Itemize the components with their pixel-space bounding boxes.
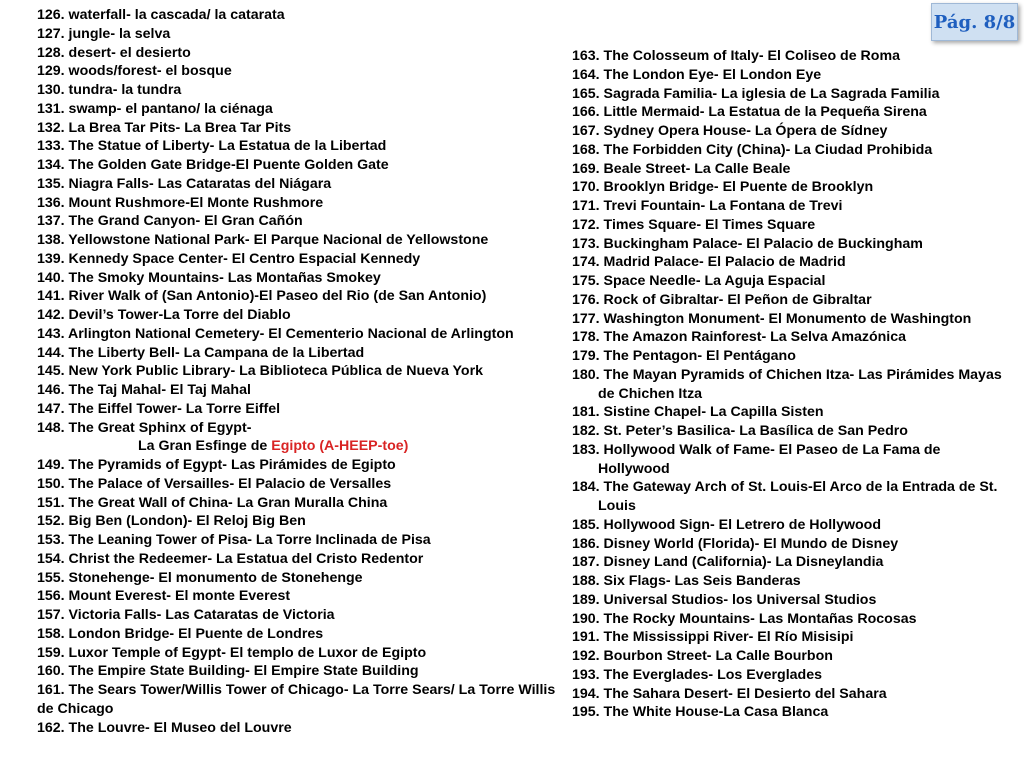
list-item: 136. Mount Rushmore-El Monte Rushmore bbox=[37, 194, 324, 211]
list-item: 143. Arlington National Cemetery- El Cementerio Nacional de Arlington bbox=[37, 325, 514, 342]
list-item: 163. The Colosseum of Italy- El Coliseo de Roma bbox=[572, 48, 900, 64]
list-item: 139. Kennedy Space Center- El Centro Espacial Kennedy bbox=[37, 250, 421, 267]
list-item: 183. Hollywood Walk of Fame- El Paseo de La Fama de Hollywood bbox=[572, 441, 941, 477]
list-item: 157. Victoria Falls- Las Cataratas de Victoria bbox=[37, 607, 335, 623]
list-item: 181. Sistine Chapel- La Capilla Sisten bbox=[572, 404, 824, 421]
list-item: 144. The Liberty Bell- La Campana de la Libertad bbox=[37, 344, 365, 361]
list-item: 133. The Statue of Liberty- La Estatua de la Libertad bbox=[37, 138, 387, 155]
list-item: 191. The Mississippi River- El Río Misisipi bbox=[572, 629, 854, 646]
list-item: 153. The Leaning Tower of Pisa- La Torre Inclinada de Pisa bbox=[37, 532, 431, 548]
list-item: 172. Times Square- El Times Square bbox=[572, 216, 816, 233]
list-item: 146. The Taj Mahal- El Taj Mahal bbox=[37, 382, 251, 398]
list-item: 176. Rock of Gibraltar- El Peñon de Gibraltar bbox=[572, 291, 872, 308]
list-item: 140. The Smoky Mountains- Las Montañas Smokey bbox=[37, 269, 381, 286]
sphinx-translation-text: La Gran Esfinge de bbox=[138, 438, 272, 455]
list-item: 162. The Louvre- El Museo del Louvre bbox=[37, 719, 292, 736]
list-item: 149. The Pyramids of Egypt- Las Pirámides de Egipto bbox=[37, 457, 396, 473]
list-item: 184. The Gateway Arch of St. Louis-El Arco de la Entrada de St. Louis bbox=[572, 479, 998, 514]
left-vocabulary-column bbox=[37, 6, 559, 737]
list-item: 137. The Grand Canyon- El Gran Cañón bbox=[37, 213, 303, 230]
list-item: 175. Space Needle- La Aguja Espacial bbox=[572, 273, 826, 289]
list-item: 142. Devil’s Tower-La Torre del Diablo bbox=[37, 307, 291, 323]
list-item: 148. The Great Sphinx of Egypt- bbox=[37, 419, 252, 436]
list-item: 126. waterfall- la cascada/ la catarata bbox=[37, 7, 285, 23]
list-item: 189. Universal Studios- los Universal Studios bbox=[572, 591, 877, 608]
list-item: 155. Stonehenge- El monumento de Stonehenge bbox=[37, 569, 363, 586]
list-item: 128. desert- el desierto bbox=[37, 44, 191, 61]
list-item: 127. jungle- la selva bbox=[37, 25, 171, 42]
list-item: 145. New York Public Library- La Biblioteca Pública de Nueva York bbox=[37, 363, 484, 380]
list-item: 135. Niagra Falls- Las Cataratas del Niágara bbox=[37, 175, 332, 192]
list-item: 134. The Golden Gate Bridge-El Puente Golden Gate bbox=[37, 157, 389, 173]
list-item: 168. The Forbidden City (China)- La Ciudad Prohibida bbox=[572, 141, 933, 158]
list-item: 182. St. Peter’s Basilica- La Basílica de San Pedro bbox=[572, 423, 908, 439]
list-item: 179. The Pentagon- El Pentágano bbox=[572, 348, 796, 364]
list-item: 130. tundra- la tundra bbox=[37, 82, 182, 98]
list-item: 147. The Eiffel Tower- La Torre Eiffel bbox=[37, 400, 281, 417]
list-item: 158. London Bridge- El Puente de Londres bbox=[37, 625, 324, 642]
list-item: 177. Washington Monument- El Monumento de Washington bbox=[572, 310, 972, 327]
right-vocabulary-column bbox=[572, 47, 1012, 722]
list-item: 170. Brooklyn Bridge- El Puente de Brooklyn bbox=[572, 179, 874, 196]
list-item: 159. Luxor Temple of Egypt- El templo de Luxor de Egipto bbox=[37, 644, 427, 661]
list-item: 169. Beale Street- La Calle Beale bbox=[572, 160, 791, 177]
list-item: 195. The White House-La Casa Blanca bbox=[572, 704, 829, 721]
list-item: 154. Christ the Redeemer- La Estatua del Cristo Redentor bbox=[37, 550, 424, 567]
list-item: 171. Trevi Fountain- La Fontana de Trevi bbox=[572, 198, 843, 214]
list-item: 132. La Brea Tar Pits- La Brea Tar Pits bbox=[37, 119, 292, 136]
list-item: 138. Yellowstone National Park- El Parque Nacional de Yellowstone bbox=[37, 232, 489, 248]
list-item: 193. The Everglades- Los Everglades bbox=[572, 666, 822, 683]
pronunciation-highlight: Egipto (A-HEEP-toe) bbox=[271, 438, 409, 455]
list-item: 185. Hollywood Sign- El Letrero de Hollywood bbox=[572, 516, 882, 533]
list-item: 131. swamp- el pantano/ la ciénaga bbox=[37, 100, 273, 117]
list-item: 192. Bourbon Street- La Calle Bourbon bbox=[572, 648, 833, 664]
list-item: 190. The Rocky Mountains- Las Montañas Rocosas bbox=[572, 610, 917, 627]
list-item: 174. Madrid Palace- El Palacio de Madrid bbox=[572, 254, 846, 271]
list-item: 156. Mount Everest- El monte Everest bbox=[37, 588, 291, 605]
list-item: 180. The Mayan Pyramids of Chichen Itza- Las Pirámides Mayas de Chichen Itza bbox=[572, 366, 1002, 402]
list-item: 151. The Great Wall of China- La Gran Muralla China bbox=[37, 494, 388, 511]
list-item: 150. The Palace of Versailles- El Palacio de Versalles bbox=[37, 475, 392, 492]
list-item: 165. Sagrada Familia- La iglesia de La Sagrada Familia bbox=[572, 85, 940, 102]
list-item: 161. The Sears Tower/Willis Tower of Chicago- La Torre Sears/ La Torre Willis de Chicago bbox=[37, 682, 556, 717]
page-number-badge: Pág. 8/8 bbox=[931, 3, 1018, 41]
list-item: 188. Six Flags- Las Seis Banderas bbox=[572, 573, 801, 589]
list-item: 141. River Walk of (San Antonio)-El Paseo del Rio (de San Antonio) bbox=[37, 288, 487, 305]
list-item: 187. Disney Land (California)- La Disneylandia bbox=[572, 554, 884, 571]
list-item: 152. Big Ben (London)- El Reloj Big Ben bbox=[37, 513, 306, 530]
list-item: 194. The Sahara Desert- El Desierto del Sahara bbox=[572, 685, 887, 702]
list-item: 129. woods/forest- el bosque bbox=[37, 63, 232, 80]
list-item: 186. Disney World (Florida)- El Mundo de Disney bbox=[572, 535, 899, 552]
list-item: 178. The Amazon Rainforest- La Selva Amazónica bbox=[572, 329, 907, 346]
list-item: 160. The Empire State Building- El Empire State Building bbox=[37, 663, 419, 680]
list-item: 166. Little Mermaid- La Estatua de la Pequeña Sirena bbox=[572, 104, 927, 121]
list-item: 164. The London Eye- El London Eye bbox=[572, 66, 822, 83]
sphinx-translation-line bbox=[37, 437, 559, 456]
list-item: 167. Sydney Opera House- La Ópera de Sídney bbox=[572, 123, 888, 139]
list-item: 173. Buckingham Palace- El Palacio de Buckingham bbox=[572, 235, 923, 252]
